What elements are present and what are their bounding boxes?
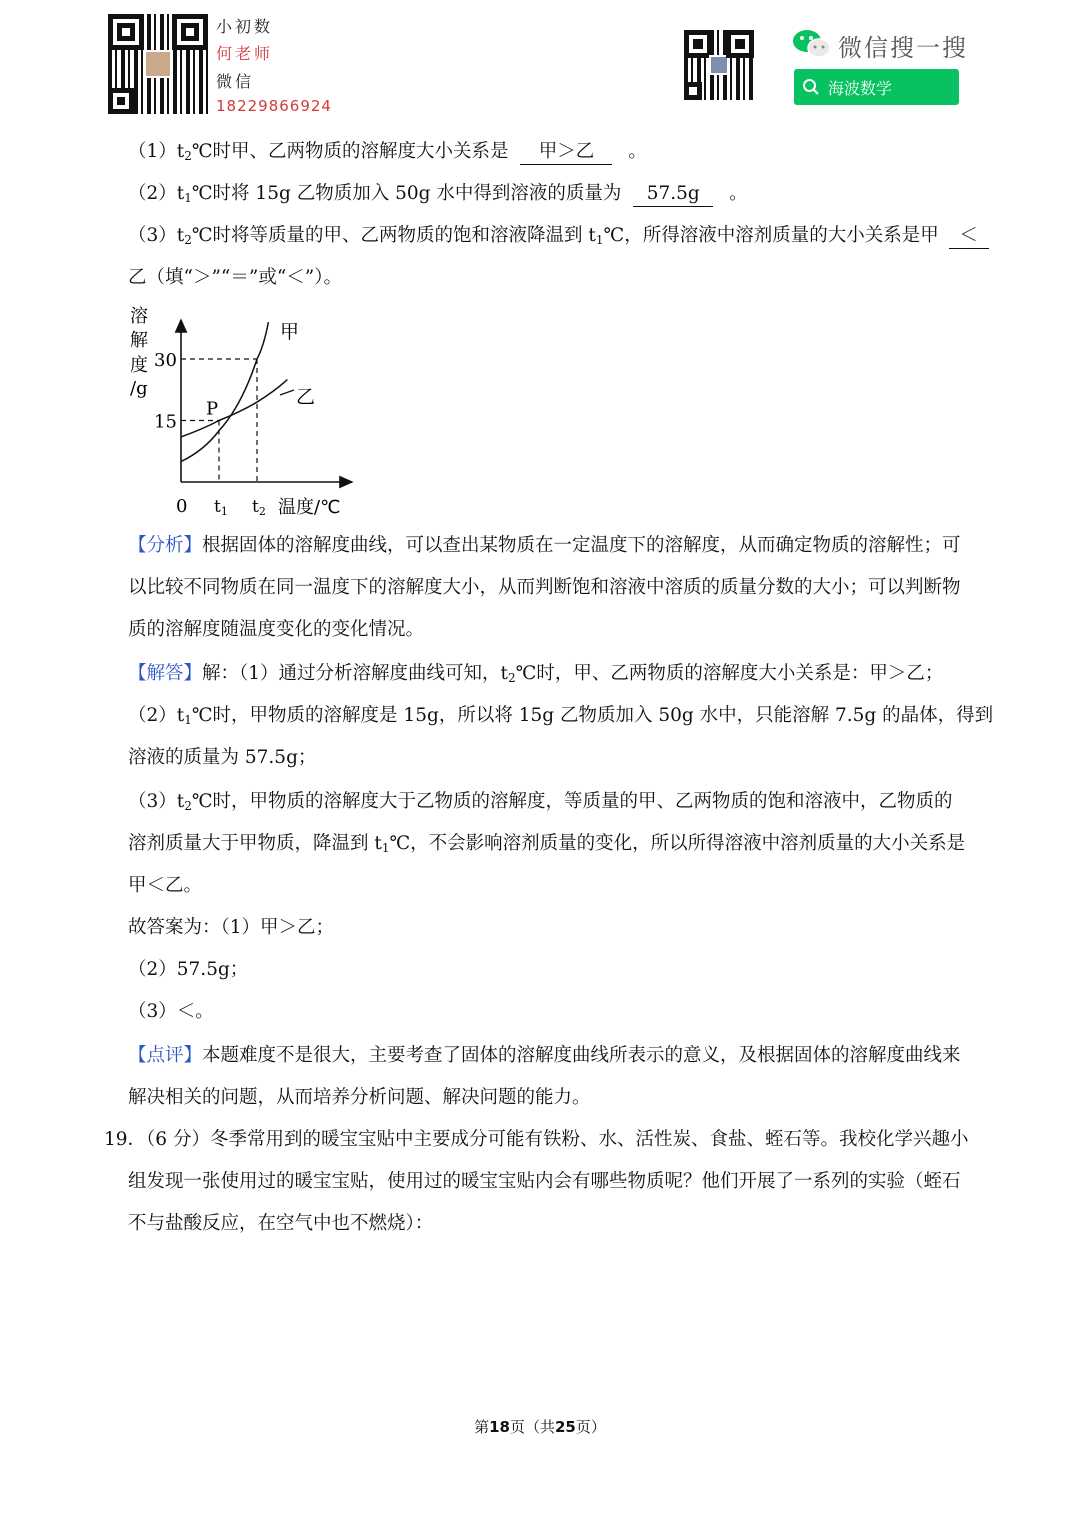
- wechat-search-button[interactable]: [794, 69, 959, 105]
- comment-line-2: 解决相关的问题，从而培养分析问题、解决问题的能力。: [128, 1087, 591, 1108]
- x-tick-label: t2: [252, 497, 266, 518]
- search-label: 海波数学: [828, 78, 893, 98]
- text: 页（共: [509, 1418, 555, 1436]
- text: 第: [474, 1418, 490, 1436]
- text: ℃时，甲物质的溶解度大于乙物质的溶解度，等质量的甲、乙两物质的饱和溶液中，乙物质的: [191, 791, 953, 812]
- intersection-label-p: P: [206, 398, 219, 420]
- subscript: 1: [381, 841, 390, 855]
- comment-tag: 【点评】: [128, 1045, 203, 1066]
- answer-blank: 甲＞乙: [520, 140, 612, 165]
- y-axis-label-char: 度: [130, 355, 148, 376]
- subscript: 1: [184, 191, 192, 205]
- text: 。: [628, 141, 647, 162]
- analysis-line-1: [128, 534, 961, 558]
- subscript: 2: [507, 671, 516, 685]
- text: （1）t: [128, 141, 185, 162]
- solution-line-1: [128, 662, 943, 686]
- header-phone: 18229866924: [216, 97, 332, 115]
- header-line-3: 微信: [216, 72, 255, 91]
- text: 。: [729, 183, 748, 204]
- text: ℃，不会影响溶剂质量的变化，所以所得溶液中溶剂质量的大小关系是: [389, 833, 966, 854]
- text: 溶剂质量大于甲物质，降温到 t: [128, 833, 382, 854]
- series-label-jia: 甲: [280, 321, 300, 343]
- solution-line-4: [128, 790, 953, 814]
- q19-line-1: 19．（6 分）冬季常用到的暖宝宝贴中主要成分可能有铁粉、水、活性炭、食盐、蛭石等。我校化学兴趣小: [104, 1129, 969, 1150]
- series-jia-line: [181, 322, 268, 461]
- series-label-leader: [280, 390, 294, 395]
- text: ℃时，甲物质的溶解度是 15g，所以将 15g 乙物质加入 50g 水中，只能溶解 7.5g 的晶体，得到: [191, 705, 994, 726]
- solubility-chart: [120, 300, 360, 525]
- text: 解：（1）通过分析溶解度曲线可知，t: [202, 663, 508, 684]
- header-line-2: 何老师: [216, 44, 274, 63]
- subscript: 1: [595, 233, 604, 247]
- x-tick-label: 0: [176, 496, 188, 517]
- text: ℃，所得溶液中溶剂质量的大小关系是甲: [603, 225, 939, 246]
- answer-line-3: （3）＜。: [128, 1001, 214, 1022]
- subscript: 1: [184, 713, 192, 727]
- page-total: 25: [555, 1418, 576, 1436]
- y-axis-label-char: /g: [130, 378, 148, 399]
- text: （2）t: [128, 183, 185, 204]
- analysis-line-3: 质的溶解度随温度变化的变化情况。: [128, 619, 425, 640]
- text: ℃时甲、乙两物质的溶解度大小关系是: [191, 141, 509, 162]
- text: （2）t: [128, 705, 185, 726]
- solution-line-6: 甲＜乙。: [128, 875, 203, 896]
- q18-part-3-cont: 乙（填“＞”“＝”或“＜”）。: [128, 267, 342, 288]
- answer-blank: 57.5g: [633, 182, 713, 207]
- answer-line-2: （2）57.5g；: [128, 959, 249, 980]
- text: 页）: [575, 1418, 606, 1436]
- text: 本题难度不是很大，主要考查了固体的溶解度曲线所表示的意义，及根据固体的溶解度曲线来: [202, 1045, 961, 1066]
- search-icon: [802, 78, 820, 96]
- q18-part-2: [128, 182, 748, 207]
- qr-code-left: [108, 14, 208, 114]
- answer-blank: ＜: [949, 224, 989, 249]
- analysis-line-2: 以比较不同物质在同一温度下的溶解度大小，从而判断饱和溶液中溶质的质量分数的大小；可以判断物: [128, 577, 961, 598]
- text: 根据固体的溶解度曲线，可以查出某物质在一定温度下的溶解度，从而确定物质的溶解性；可: [202, 535, 961, 556]
- solution-tag: 【解答】: [128, 663, 203, 684]
- y-axis-label-char: 解: [130, 330, 148, 351]
- text: （3）t: [128, 225, 185, 246]
- qr-logo: [709, 55, 729, 75]
- x-tick-label: t1: [214, 497, 228, 518]
- y-axis-label-char: 溶: [130, 306, 148, 327]
- y-tick-label: 15: [154, 411, 177, 433]
- answer-line-1: 故答案为：（1）甲＞乙；: [128, 917, 335, 938]
- avatar: [144, 50, 172, 78]
- wechat-search-title: 微信搜一搜: [838, 34, 968, 62]
- x-axis-label: 温度/℃: [278, 497, 341, 518]
- header-line-1: 小初数: [216, 17, 274, 36]
- series-yi-line: [181, 380, 287, 437]
- text: ℃时，甲、乙两物质的溶解度大小关系是：甲＞乙；: [515, 663, 944, 684]
- subscript: 2: [184, 233, 192, 247]
- text: （3）t: [128, 791, 185, 812]
- series-label-yi: 乙: [296, 386, 316, 408]
- text: ℃时将 15g 乙物质加入 50g 水中得到溶液的质量为: [191, 183, 622, 204]
- page-footer: [0, 1416, 1080, 1437]
- q19-line-2: 组发现一张使用过的暖宝宝贴，使用过的暖宝宝贴内会有哪些物质呢？他们开展了一系列的实验（蛭石: [128, 1171, 961, 1192]
- solution-line-5: [128, 832, 965, 856]
- y-tick-label: 30: [154, 350, 177, 371]
- comment-line-1: [128, 1044, 961, 1068]
- subscript: 2: [184, 149, 192, 163]
- analysis-tag: 【分析】: [128, 535, 203, 556]
- text: ℃时将等质量的甲、乙两物质的饱和溶液降温到 t: [191, 225, 596, 246]
- subscript: 2: [184, 799, 192, 813]
- qr-code-right: [684, 30, 754, 100]
- page-number: 18: [489, 1418, 510, 1436]
- q19-line-3: 不与盐酸反应，在空气中也不燃烧）：: [128, 1213, 434, 1234]
- solution-line-3: 溶液的质量为 57.5g；: [128, 747, 317, 768]
- wechat-icon: [792, 28, 832, 60]
- q18-part-1: [128, 140, 647, 165]
- solution-line-2: [128, 704, 993, 728]
- q18-part-3: [128, 224, 989, 249]
